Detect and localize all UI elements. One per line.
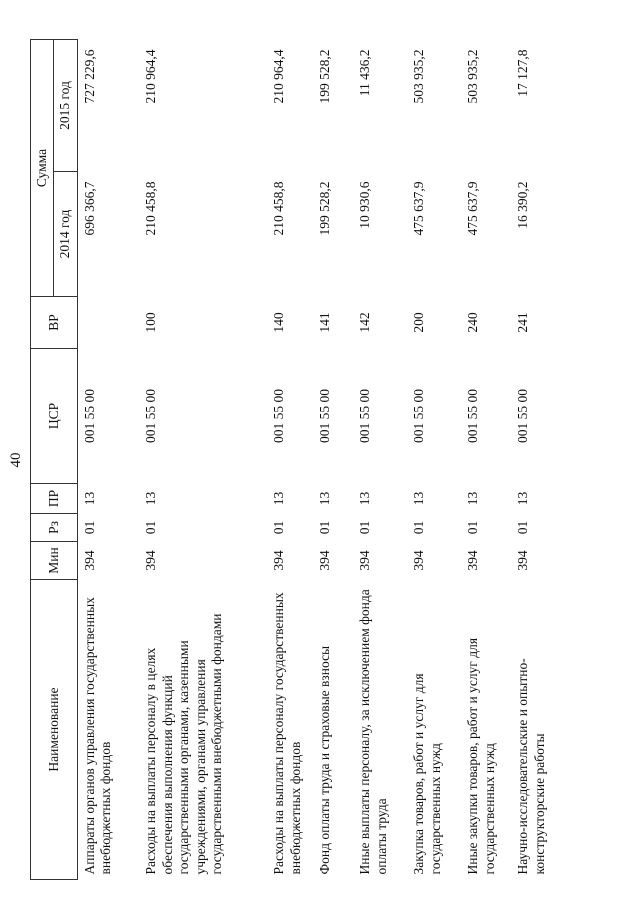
table-cell-csr: 001 55 00 bbox=[357, 389, 373, 443]
table-cell-pr: 13 bbox=[357, 491, 373, 506]
table-cell-2015: 503 935,2 bbox=[411, 49, 427, 104]
header-2015: 2015 год bbox=[54, 39, 77, 171]
table-cell-csr: 001 55 00 bbox=[411, 389, 427, 443]
table-cell-name: Иные выплаты персоналу, за исключением фонда оплаты труда bbox=[357, 589, 389, 875]
table-cell-rz: 01 bbox=[515, 520, 531, 535]
header-pr: ПР bbox=[31, 484, 78, 514]
table-cell-pr: 13 bbox=[515, 491, 531, 506]
table-header bbox=[31, 39, 78, 879]
table-cell-2015: 199 528,2 bbox=[317, 49, 333, 104]
table-cell-min: 394 bbox=[411, 550, 427, 571]
header-min: Мин bbox=[31, 542, 78, 580]
table-cell-2014: 199 528,2 bbox=[317, 181, 333, 236]
table-row bbox=[511, 39, 571, 879]
table-cell-csr: 001 55 00 bbox=[317, 389, 333, 443]
table-cell-pr: 13 bbox=[81, 491, 97, 506]
table-cell-vr: 140 bbox=[271, 312, 287, 333]
rotated-page-content bbox=[8, 40, 610, 880]
table-cell-name: Фонд оплаты труда и страховые взносы bbox=[317, 645, 333, 875]
table-cell-2014: 210 458,8 bbox=[271, 181, 287, 236]
table-cell-rz: 01 bbox=[271, 520, 287, 535]
table-cell-vr bbox=[77, 297, 139, 349]
table-cell-min: 394 bbox=[271, 550, 287, 571]
table-cell-pr: 13 bbox=[317, 491, 333, 506]
table-row bbox=[77, 39, 139, 879]
table-row bbox=[139, 39, 267, 879]
table-cell-name: Закупка товаров, работ и услуг для государственных нужд bbox=[411, 673, 443, 875]
table-cell-pr: 13 bbox=[465, 491, 481, 506]
header-sum: Сумма bbox=[31, 39, 54, 296]
table-cell-rz: 01 bbox=[81, 520, 97, 535]
table-cell-min: 394 bbox=[143, 550, 159, 571]
table-row bbox=[407, 39, 461, 879]
budget-table bbox=[30, 39, 571, 880]
table-cell-min: 394 bbox=[317, 550, 333, 571]
table-cell-name: Аппараты органов управления государственных внебюджетных фондов bbox=[81, 597, 114, 875]
table-cell-vr: 141 bbox=[317, 312, 333, 333]
table-row bbox=[313, 39, 353, 879]
header-rz: Рз bbox=[31, 514, 78, 542]
table-cell-2015: 210 964,4 bbox=[271, 49, 287, 104]
table-cell-csr: 001 55 00 bbox=[515, 389, 531, 443]
table-cell-rz: 01 bbox=[357, 520, 373, 535]
header-2014: 2014 год bbox=[54, 172, 77, 297]
table-cell-csr: 001 55 00 bbox=[465, 389, 481, 443]
table-cell-vr: 240 bbox=[465, 312, 481, 333]
table-cell-2015: 727 229,6 bbox=[81, 49, 97, 104]
table-cell-csr: 001 55 00 bbox=[143, 389, 159, 443]
table-cell-name: Иные закупки товаров, работ и услуг для государственных нужд bbox=[465, 637, 497, 875]
page-number: 40 bbox=[8, 452, 24, 468]
table-cell-name: Научно-исследовательские и опытно-конструкторские работы bbox=[515, 658, 547, 875]
table-cell-rz: 01 bbox=[143, 520, 159, 535]
table-cell-name: Расходы на выплаты персоналу в целях обеспечения выполнения функций государственными органами, казенными учреждениями, органами управления государственными внебюджетными фондами bbox=[143, 613, 225, 875]
table-cell-2015: 11 436,2 bbox=[357, 49, 373, 97]
table-cell-2014: 475 637,9 bbox=[411, 181, 427, 236]
table-cell-2015: 17 127,8 bbox=[515, 49, 531, 97]
table-cell-2014: 696 366,7 bbox=[81, 181, 97, 236]
table-cell-pr: 13 bbox=[143, 491, 159, 506]
table-row bbox=[353, 39, 407, 879]
table-cell-2014: 210 458,8 bbox=[143, 181, 159, 236]
table-cell-min: 394 bbox=[357, 550, 373, 571]
table-cell-2015: 503 935,2 bbox=[465, 49, 481, 104]
header-csr: ЦСР bbox=[31, 349, 78, 484]
table-cell-2014: 10 930,6 bbox=[357, 181, 373, 229]
table-cell-vr: 100 bbox=[143, 312, 159, 333]
table-cell-min: 394 bbox=[515, 550, 531, 571]
header-vr: ВР bbox=[31, 297, 78, 349]
table-cell-min: 394 bbox=[465, 550, 481, 571]
header-name: Наименование bbox=[31, 580, 78, 880]
table-cell-pr: 13 bbox=[271, 491, 287, 506]
table-body bbox=[77, 39, 571, 879]
table-cell-2015: 210 964,4 bbox=[143, 49, 159, 104]
table-cell-2014: 475 637,9 bbox=[465, 181, 481, 236]
table-cell-min: 394 bbox=[81, 550, 97, 571]
table-cell-pr: 13 bbox=[411, 491, 427, 506]
table-row bbox=[267, 39, 313, 879]
table-cell-vr: 241 bbox=[515, 312, 531, 333]
table-cell-name: Расходы на выплаты персоналу государственных внебюджетных фондов bbox=[271, 592, 303, 875]
table-cell-rz: 01 bbox=[317, 520, 333, 535]
table-cell-rz: 01 bbox=[411, 520, 427, 535]
table-cell-vr: 200 bbox=[411, 312, 427, 333]
table-cell-csr: 001 55 00 bbox=[271, 389, 287, 443]
table-cell-2014: 16 390,2 bbox=[515, 181, 531, 229]
table-cell-csr: 001 55 00 bbox=[81, 389, 97, 443]
table-row bbox=[461, 39, 511, 879]
table-cell-vr: 142 bbox=[357, 312, 373, 333]
table-cell-rz: 01 bbox=[465, 520, 481, 535]
